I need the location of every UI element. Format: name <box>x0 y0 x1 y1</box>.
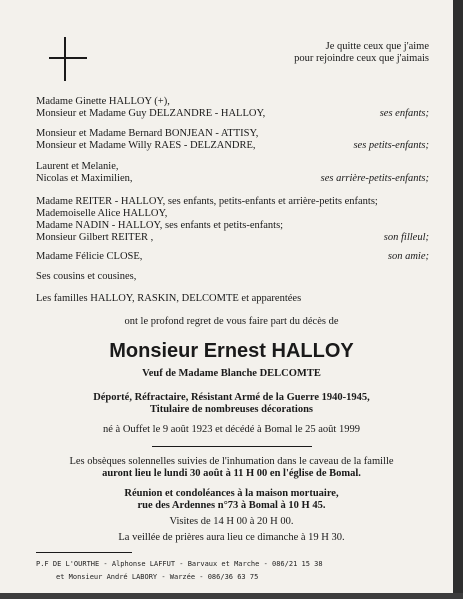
family-line: Laurent et Melanie, <box>36 161 119 172</box>
divider <box>152 446 312 447</box>
family-line: Les familles HALLOY, RASKIN, DELCOMTE et apparentées <box>36 293 302 304</box>
honors-line-2: Titulaire de nombreuses décorations <box>149 404 314 415</box>
family-line: Madame REITER - HALLOY, ses enfants, petits-enfants et arrière-petits enfants; <box>36 196 378 207</box>
ceremony-line-3: Réunion et condoléances à la maison mortuaire, <box>124 488 339 499</box>
footer-line-1: P.F DE L'OURTHE - Alphonse LAFFUT - Barvaux et Marche - 086/21 15 38 <box>36 560 323 568</box>
ceremony-line-2: auront lieu le lundi 30 août à 11 H 00 en l'église de Bomal. <box>102 468 361 479</box>
cross-icon-bar <box>49 57 87 59</box>
cross-icon <box>64 37 66 81</box>
ceremony-line-5: Visites de 14 H 00 à 20 H 00. <box>169 516 294 527</box>
family-line: Monsieur Gilbert REITER , <box>36 232 154 243</box>
announcement-text: ont le profond regret de vous faire part du décès de <box>124 316 339 327</box>
ceremony-line-1: Les obsèques solennelles suivies de l'inhumation dans le caveau de la famille <box>69 456 394 467</box>
scan-edge-bottom <box>0 593 463 599</box>
family-relation: son amie; <box>387 251 429 262</box>
scan-edge-right <box>453 0 463 599</box>
family-line: Ses cousins et cousines, <box>36 271 137 282</box>
footer-line-2: et Monsieur André LABORY - Warzée - 086/36 63 75 <box>56 573 259 581</box>
family-relation: ses enfants; <box>379 108 429 119</box>
ceremony-line-6: La veillée de prières aura lieu ce dimanche à 19 H 30. <box>118 532 345 543</box>
family-line: Madame Félicie CLOSE, <box>36 251 143 262</box>
footer-divider <box>36 552 132 553</box>
family-relation: ses petits-enfants; <box>353 140 429 151</box>
family-line: Madame NADIN - HALLOY, ses enfants et petits-enfants; <box>36 220 284 231</box>
family-line: Monsieur et Madame Guy DELZANDRE - HALLOY, <box>36 108 266 119</box>
family-line: Monsieur et Madame Willy RAES - DELZANDRE, <box>36 140 256 151</box>
birth-death-dates: né à Ouffet le 9 août 1923 et décédé à Bomal le 25 août 1999 <box>103 424 360 435</box>
quote-line-2: pour rejoindre ceux que j'aimais <box>294 53 429 64</box>
ceremony-line-4: rue des Ardennes n°73 à Bomal à 10 H 45. <box>137 500 326 511</box>
family-relation: ses arrière-petits-enfants; <box>320 173 429 184</box>
family-relation: son filleul; <box>383 232 429 243</box>
quote-line-1: Je quitte ceux que j'aime <box>325 41 429 52</box>
deceased-name: Monsieur Ernest HALLOY <box>109 340 354 362</box>
family-line: Nicolas et Maximilien, <box>36 173 133 184</box>
family-line: Mademoiselle Alice HALLOY, <box>36 208 168 219</box>
honors-line-1: Déporté, Réfractaire, Résistant Armé de la Guerre 1940-1945, <box>93 392 370 403</box>
widower-line: Veuf de Madame Blanche DELCOMTE <box>142 368 321 379</box>
family-line: Monsieur et Madame Bernard BONJEAN - ATTISY, <box>36 128 259 139</box>
family-line: Madame Ginette HALLOY (+), <box>36 96 170 107</box>
